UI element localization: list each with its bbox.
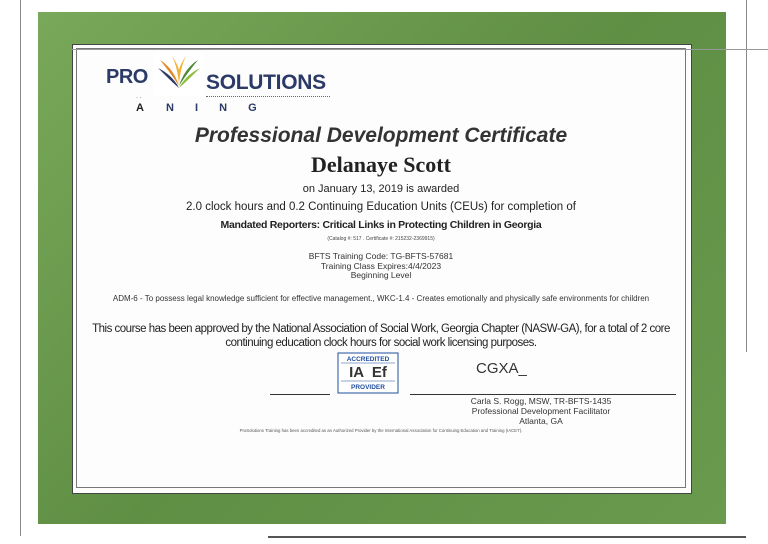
facilitator-block bbox=[434, 396, 648, 426]
prosolutions-logo bbox=[104, 50, 334, 116]
facilitator-signature: CGXA_ bbox=[476, 360, 527, 377]
logo-tiny-dots: · · bbox=[136, 95, 142, 101]
seal-top-text: ACCREDITED bbox=[346, 356, 390, 363]
approval-statement: This course has been approved by the National Association of Social Work, Georgia Chapter (NASW-GA), for a total of 2 core continuing education clock hours for social work licensing purposes. bbox=[92, 323, 670, 349]
logo-divider bbox=[206, 96, 330, 97]
awarded-date-line: on January 13, 2019 is awarded bbox=[302, 183, 460, 195]
signature-line-right bbox=[410, 394, 676, 395]
certificate-title: Professional Development Certificate bbox=[194, 124, 568, 147]
logo-ning-text: N I N G bbox=[166, 102, 266, 114]
recipient-name: Delanaye Scott bbox=[311, 152, 451, 177]
logo-letter-a: A bbox=[136, 102, 144, 114]
scan-edge-left bbox=[20, 0, 21, 536]
seal-badge-icon bbox=[337, 352, 399, 394]
scan-edge-right bbox=[746, 0, 747, 352]
facilitator-title: Professional Development Facilitator bbox=[471, 406, 611, 416]
course-level: Beginning Level bbox=[350, 270, 412, 280]
logo-pro-text: PRO bbox=[106, 66, 148, 88]
hours-line: 2.0 clock hours and 0.2 Continuing Education Units (CEUs) for completion of bbox=[186, 201, 576, 213]
course-title: Mandated Reporters: Critical Links in Protecting Children in Georgia bbox=[220, 219, 542, 231]
scan-edge-bottom bbox=[268, 536, 746, 538]
competencies-text: ADM-6 - To possess legal knowledge sufficient for effective management., WKC-1.4 - Creates emotionally and physically safe environments for children bbox=[112, 294, 650, 303]
bfts-info bbox=[84, 252, 678, 281]
seal-bottom-text: PROVIDER bbox=[351, 384, 385, 391]
accreditation-seal bbox=[337, 352, 399, 394]
logo-solutions-text: SOLUTIONS bbox=[206, 71, 326, 94]
facilitator-name: Carla S. Rogg, MSW, TR-BFTS-1435 bbox=[470, 396, 612, 406]
catalog-number: (Catalog #: 517 . Certificate #: 215232-2369915) bbox=[327, 236, 435, 242]
bfts-code: BFTS Training Code: TG-BFTS-57681 bbox=[308, 251, 454, 261]
class-expiration: Training Class Expires:4/4/2023 bbox=[320, 260, 442, 271]
book-leaf-icon bbox=[154, 52, 204, 96]
signature-line-left bbox=[270, 394, 330, 395]
accreditation-fineprint: ProSolutions Training has been accredited as an Authorized Provider by the International Association for Continuing Education and Training (IACET). bbox=[239, 428, 523, 433]
seal-main-text: IA Ef bbox=[349, 364, 387, 381]
facilitator-location: Atlanta, GA bbox=[519, 416, 563, 426]
